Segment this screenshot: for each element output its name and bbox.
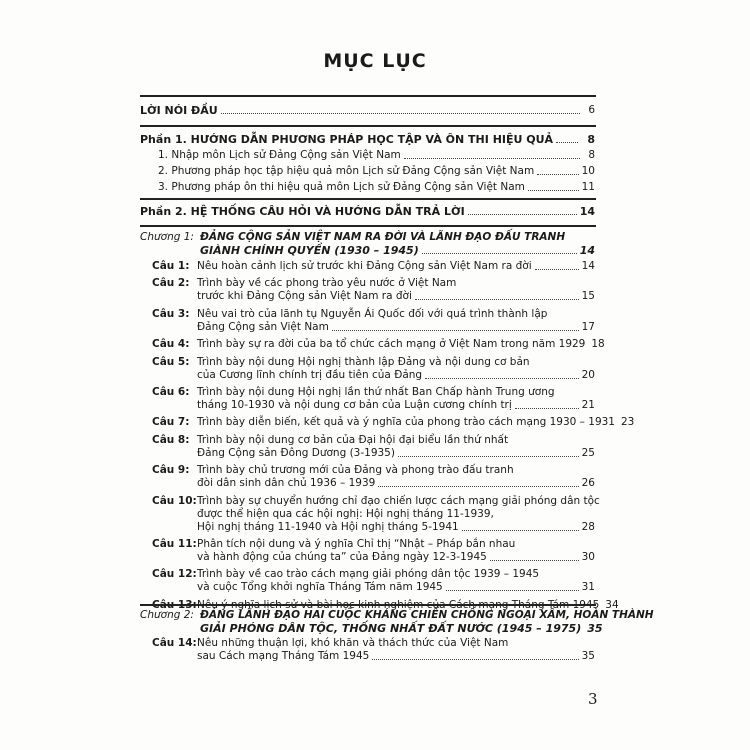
entry-page: 17: [581, 320, 595, 333]
question-label: Câu 11:: [152, 538, 197, 550]
divider: [140, 125, 596, 127]
dot-leader: [415, 299, 579, 300]
question-text: Nêu ý nghĩa lịch sử và bài học kinh nghiệm của Cách mạng Tháng Tám 1945: [197, 598, 600, 611]
question-text: Nêu những thuận lợi, khó khăn và thách thức của Việt Nam: [197, 637, 509, 649]
entry-page: 14: [581, 260, 595, 272]
question-text: sau Cách mạng Tháng Tám 1945: [197, 650, 370, 662]
entry-text: 3. Phương pháp ôn thi hiệu quả môn Lịch sử Đảng Cộng sản Việt Nam: [158, 181, 525, 193]
entry-page: 30: [581, 551, 595, 563]
dot-leader: [446, 590, 579, 591]
question-text: đòi dân sinh dân chủ 1936 – 1939: [197, 477, 376, 490]
entry-label: Phần 1. HƯỚNG DẪN PHƯƠNG PHÁP HỌC TẬP VÀ ÔN THI HIỆU QUẢ: [140, 133, 554, 146]
dot-leader: [528, 190, 579, 191]
entry-page: 28: [581, 520, 595, 533]
dot-leader: [537, 174, 578, 175]
question-label: Câu 1:: [152, 260, 190, 272]
question-text: Trình bày về các phong trào yêu nước ở Việt Nam: [197, 277, 457, 290]
question-text: Nêu vai trò của lãnh tụ Nguyễn Ái Quốc đối với quá trình thành lập: [197, 307, 548, 320]
question-text: Trình bày nội dung Hội nghị thành lập Đảng và nội dung cơ bản: [197, 355, 530, 368]
dot-leader: [398, 456, 579, 457]
question-text: của Cương lĩnh chính trị đầu tiên của Đảng: [197, 368, 423, 381]
entry-page: 18: [591, 338, 605, 351]
divider: [140, 198, 596, 200]
entry-page: 35: [587, 622, 603, 635]
chapter-2-title-line2: GIẢI PHÓNG DÂN TỘC, THỐNG NHẤT ĐẤT NƯỚC (1945 – 1975): [200, 622, 582, 635]
divider: [140, 225, 596, 227]
question-text: và cuộc Tổng khởi nghĩa Tháng Tám năm 1945: [197, 581, 443, 594]
question-text: và hành động của chúng ta” của Đảng ngày 12-3-1945: [197, 551, 487, 563]
question-text: Đảng Cộng sản Đông Dương (3-1935): [197, 446, 395, 459]
question-last-line: [197, 290, 595, 303]
question-last-line: [197, 581, 595, 594]
dot-leader: [404, 158, 580, 159]
top-rule: [140, 95, 596, 97]
entry-page: 31: [581, 581, 595, 594]
question-label: Câu 9:: [152, 464, 190, 477]
toc-entry-part1[interactable]: [140, 133, 595, 146]
question-label: Câu 12:: [152, 568, 197, 581]
question-label: Câu 6:: [152, 386, 190, 398]
question-label: Câu 5:: [152, 355, 190, 368]
question-last-line: [197, 416, 635, 429]
entry-page: 20: [581, 368, 595, 381]
question-last-line: [197, 551, 595, 564]
dot-leader: [468, 214, 577, 215]
entry-page: 11: [581, 181, 595, 193]
dot-leader: [490, 560, 579, 561]
entry-label: LỜI NÓI ĐẦU: [140, 104, 218, 117]
toc-entry-part1-item[interactable]: [158, 149, 595, 162]
question-text: Nêu hoàn cảnh lịch sử trước khi Đảng Cộng sản Việt Nam ra đời: [197, 260, 532, 272]
question-last-line: [197, 650, 595, 663]
entry-page: 35: [581, 650, 595, 662]
toc-entry-part2[interactable]: [140, 205, 595, 218]
entry-page: 10: [581, 165, 595, 177]
question-last-line: [197, 338, 605, 351]
question-text: Đảng Cộng sản Việt Nam: [197, 320, 329, 333]
question-text: Trình bày nội dung Hội nghị lần thứ nhất Ban Chấp hành Trung ương: [197, 386, 555, 398]
entry-page: 23: [621, 416, 635, 429]
question-last-line: [197, 477, 595, 490]
dot-leader: [425, 378, 579, 379]
entry-text: 1. Nhập môn Lịch sử Đảng Cộng sản Việt Nam: [158, 149, 401, 161]
question-label: Câu 3:: [152, 307, 190, 320]
dot-leader: [332, 330, 579, 331]
entry-page: 25: [581, 446, 595, 459]
question-text: Hội nghị tháng 11-1940 và Hội nghị tháng 5-1941: [197, 520, 459, 533]
entry-text: 2. Phương pháp học tập hiệu quả môn Lịch sử Đảng Cộng sản Việt Nam: [158, 165, 535, 177]
toc-entry-part1-item[interactable]: [158, 165, 595, 178]
divider: [140, 604, 596, 606]
question-label: Câu 8:: [152, 433, 190, 446]
entry-page: 8: [587, 133, 595, 146]
dot-leader: [462, 530, 579, 531]
entry-page: 26: [581, 477, 595, 490]
toc-entry-chapter-1[interactable]: [200, 244, 595, 257]
question-last-line: [197, 321, 595, 334]
dot-leader: [372, 659, 578, 660]
chapter-1-title-line1: ĐẢNG CỘNG SẢN VIỆT NAM RA ĐỜI VÀ LÃNH ĐẠO ĐẤU TRANH: [200, 231, 566, 243]
entry-page: 15: [581, 290, 595, 303]
question-text: Trình bày nội dung cơ bản của Đại hội đại biểu lần thứ nhất: [197, 433, 509, 446]
question-label: Câu 7:: [152, 416, 190, 429]
chapter-1-title-line2: GIÀNH CHÍNH QUYỀN (1930 – 1945): [200, 244, 419, 257]
dot-leader: [422, 253, 577, 254]
question-text: Trình bày về cao trào cách mạng giải phóng dân tộc 1939 – 1945: [197, 568, 540, 581]
question-last-line: [197, 260, 595, 273]
question-text: Trình bày sự chuyển hướng chỉ đạo chiến lược cách mạng giải phóng dân tộc: [197, 494, 600, 507]
question-label: Câu 4:: [152, 338, 190, 351]
question-label: Câu 13:: [152, 598, 197, 611]
page-title: MỤC LỤC: [323, 50, 427, 72]
toc-entry-chapter-2[interactable]: [200, 622, 603, 635]
entry-page: 21: [581, 399, 595, 411]
chapter-1-label: Chương 1:: [140, 231, 194, 243]
chapter-2-label: Chương 2:: [140, 609, 194, 621]
entry-page: 6: [588, 104, 595, 116]
question-label: Câu 14:: [152, 637, 197, 649]
question-text: được thể hiện qua các hội nghị: Hội nghị tháng 11-1939,: [197, 507, 494, 520]
toc-entry-preface[interactable]: [140, 104, 595, 117]
entry-label: Phần 2. HỆ THỐNG CÂU HỎI VÀ HƯỚNG DẪN TRẢ LỜI: [140, 205, 465, 218]
question-last-line: [197, 521, 595, 534]
chapter-2-title-line1: ĐẢNG LÃNH ĐẠO HAI CUỘC KHÁNG CHIẾN CHỐNG NGOẠI XÂM, HOÀN THÀNH: [200, 609, 654, 621]
question-text: tháng 10-1930 và nội dung cơ bản của Luận cương chính trị: [197, 399, 512, 411]
dot-leader: [515, 408, 579, 409]
toc-entry-part1-item[interactable]: [158, 181, 595, 194]
question-text: Phân tích nội dung và ý nghĩa Chỉ thị “Nhật – Pháp bắn nhau: [197, 538, 516, 550]
question-text: Trình bày sự ra đời của ba tổ chức cách mạng ở Việt Nam trong năm 1929: [197, 338, 586, 351]
entry-page: 8: [588, 149, 595, 161]
question-text: trước khi Đảng Cộng sản Việt Nam ra đời: [197, 290, 412, 303]
question-last-line: [197, 369, 595, 382]
question-label: Câu 2:: [152, 277, 190, 290]
dot-leader: [378, 486, 578, 487]
question-text: Trình bày diễn biến, kết quả và ý nghĩa của phong trào cách mạng 1930 – 1931: [197, 416, 615, 429]
page-number: 3: [588, 690, 598, 708]
question-label: Câu 10:: [152, 494, 197, 507]
question-last-line: [197, 399, 595, 412]
dot-leader: [556, 142, 578, 143]
entry-page: 14: [579, 244, 595, 257]
dot-leader: [221, 113, 580, 114]
question-text: Trình bày chủ trương mới của Đảng và phong trào đấu tranh: [197, 464, 514, 477]
entry-page: 14: [579, 205, 595, 218]
entry-page: 34: [605, 598, 619, 611]
dot-leader: [535, 269, 579, 270]
question-last-line: [197, 447, 595, 460]
